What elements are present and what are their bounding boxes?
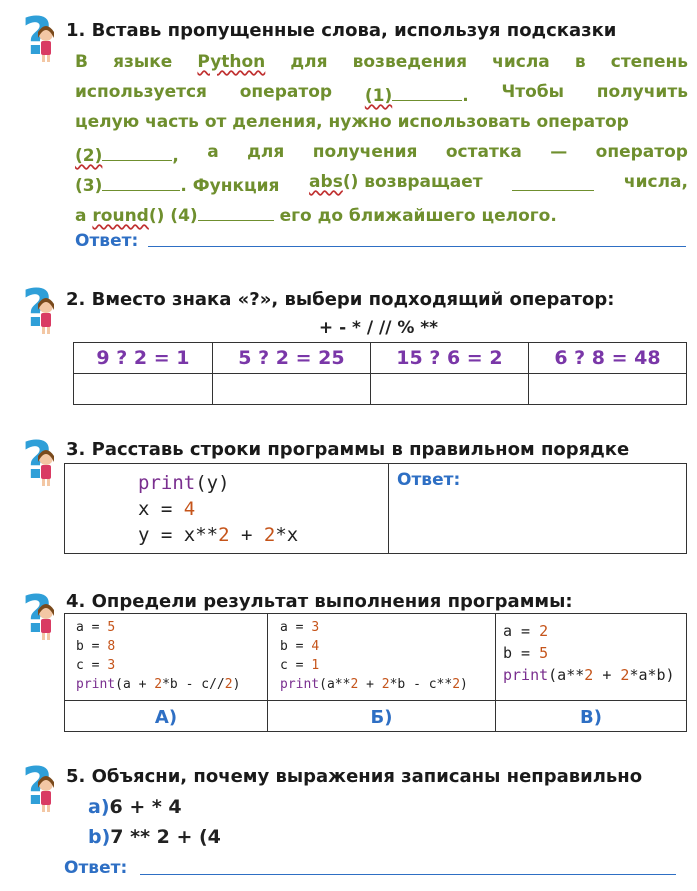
q2-title: 2. Вместо знака «?», выбери подходящий оператор: — [66, 289, 615, 310]
q1-line4: (2) , а для получения остатка — оператор — [75, 142, 688, 166]
q1-answer-line[interactable] — [148, 246, 686, 247]
q2-table — [73, 342, 687, 405]
blank-4[interactable] — [198, 202, 274, 221]
code-line: x = 4 — [138, 498, 196, 520]
q2-answer-cell[interactable] — [74, 374, 213, 405]
q1-line5: (3) . Функция abs() возвращает числа, — [75, 172, 688, 196]
q2-cell: 9 ? 2 = 1 — [74, 343, 213, 374]
q2-operators: + - * / // % ** — [318, 318, 439, 338]
q4-label-c: В) — [580, 707, 602, 728]
q1-line6: а round() (4) его до ближайшего целого. — [75, 202, 557, 226]
q5-answer-line[interactable] — [140, 874, 676, 875]
q1-title: 1. Вставь пропущенные слова, используя подсказки — [66, 20, 617, 41]
q1-line1: В языке Python для возведения числа в степень — [75, 52, 688, 72]
q3-code — [138, 470, 298, 548]
q1-line3: целую часть от деления, нужно использовать оператор — [75, 112, 629, 132]
question-girl-icon — [22, 8, 66, 64]
q5-item-a: a)6 + * 4 — [88, 796, 182, 818]
q2-answer-cell[interactable] — [370, 374, 528, 405]
q2-cell: 15 ? 6 = 2 — [370, 343, 528, 374]
q1-line2: используется оператор (1) . Чтобы получить — [75, 82, 688, 106]
q2-cell: 5 ? 2 = 25 — [212, 343, 370, 374]
q1-answer-label: Ответ: — [75, 231, 139, 251]
code-line: print(y) — [138, 472, 230, 494]
blank-2[interactable] — [102, 142, 172, 161]
q2-answer-cell[interactable] — [212, 374, 370, 405]
q2-cell: 6 ? 8 = 48 — [528, 343, 686, 374]
q4-label-b: Б) — [370, 707, 393, 728]
q3-title: 3. Расставь строки программы в правильном порядке — [66, 439, 630, 460]
q3-answer-label: Ответ: — [397, 470, 461, 490]
question-girl-icon — [22, 758, 66, 814]
q4-label-a: А) — [154, 707, 178, 728]
q5-item-b: b)7 ** 2 + (4 — [88, 826, 221, 848]
question-girl-icon — [22, 432, 66, 488]
q2-answer-cell[interactable] — [528, 374, 686, 405]
blank-abs[interactable] — [512, 172, 594, 191]
q4-code-b: a = 3 b = 4 c = 1 print(a**2 + 2*b - c**2) — [280, 620, 468, 692]
q5-title: 5. Объясни, почему выражения записаны неправильно — [66, 766, 643, 787]
blank-3[interactable] — [102, 172, 180, 191]
blank-1[interactable] — [392, 82, 462, 101]
q4-title: 4. Определи результат выполнения программы: — [66, 591, 573, 612]
question-girl-icon — [22, 586, 66, 642]
q4-code-c: a = 2 b = 5 print(a**2 + 2*a*b) — [503, 622, 675, 684]
q5-answer-label: Ответ: — [64, 858, 128, 878]
code-line: y = x**2 + 2*x — [138, 524, 299, 546]
q4-code-a: a = 5 b = 8 c = 3 print(a + 2*b - c//2) — [76, 620, 241, 692]
